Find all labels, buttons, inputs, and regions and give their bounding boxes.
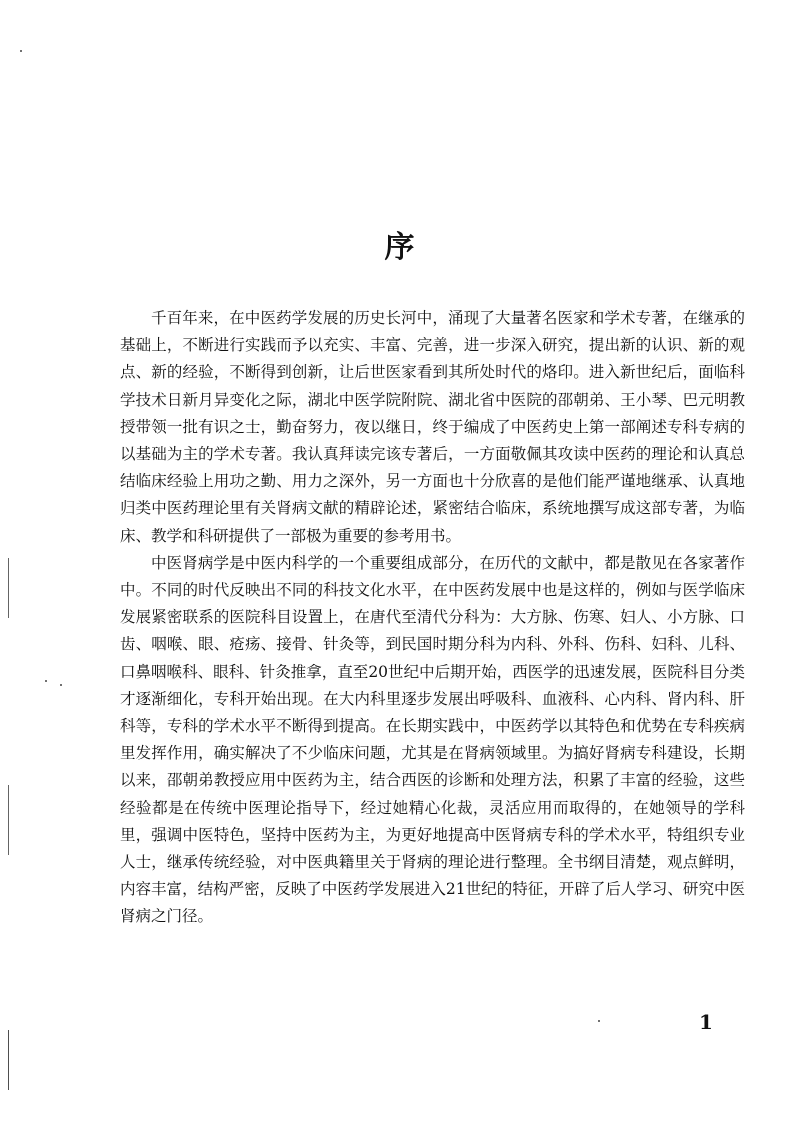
scan-artifact-line <box>8 1030 9 1090</box>
scan-artifact-line <box>8 558 9 618</box>
scan-artifact-dot <box>598 1020 600 1022</box>
scan-artifact-line <box>8 785 9 855</box>
page-title: 序 <box>384 230 417 265</box>
body-text <box>120 305 745 931</box>
paragraph-2: 中医肾病学是中医内科学的一个重要组成部分，在历代的文献中，都是散见在各家著作中。不同的时代反映出不同的科技文化水平，在中医药发展中也是这样的，例如与医学临床发展紧密联系的医院科目设置上，在唐代至清代分科为：大方脉、伤寒、妇人、小方脉、口齿、咽喉、眼、疮疡、接骨、针灸等，到民国时期分科为内科、外科、伤科、妇科、儿科、口鼻咽喉科、眼科、针灸推拿，直至20世纪中后期开始，西医学的迅速发展，医院科目分类才逐渐细化，专科开始出现。在大内科里逐步发展出呼吸科、血液科、心内科、肾内科、肝科等，专科的学术水平不断得到提高。在长期实践中，中医药学以其特色和优势在专科疾病里发挥作用，确实解决了不少临床问题，尤其是在肾病领域里。为搞好肾病专科建设，长期以来，邵朝弟教授应用中医药为主，结合西医的诊断和处理方法，积累了丰富的经验，这些经验都是在传统中医理论指导下，经过她精心化裁，灵活应用而取得的，在她领导的学科里，强调中医特色，坚持中医药为主，为更好地提高中医肾病专科的学术水平，特组织专业人士，继承传统经验，对中医典籍里关于肾病的理论进行整理。全书纲目清楚，观点鲜明，内容丰富，结构严密，反映了中医药学发展进入21世纪的特征，开辟了后人学习、研究中医肾病之门径。 <box>120 553 745 926</box>
scan-artifact-dot <box>45 680 47 682</box>
page-number: 1 <box>699 1010 713 1034</box>
scan-artifact-dot <box>60 684 62 686</box>
scan-artifact-dot <box>20 50 22 52</box>
paragraph-1: 千百年来，在中医药学发展的历史长河中，涌现了大量著名医家和学术专著，在继承的基础上，不断进行实践而予以充实、丰富、完善，进一步深入研究，提出新的认识、新的观点、新的经验，不断得到创新，让后世医家看到其所处时代的烙印。进入新世纪后，面临科学技术日新月异变化之际，湖北中医学院附院、湖北省中医院的邵朝弟、王小琴、巴元明教授带领一批有识之士，勤奋努力，夜以继日，终于编成了中医药史上第一部阐述专科专病的以基础为主的学术专著。我认真拜读完该专著后，一方面敬佩其攻读中医药的理论和认真总结临床经验上用功之勤、用力之深外，另一方面也十分欣喜的是他们能严谨地继承、认真地归类中医药理论里有关肾病文献的精辟论述，紧密结合临床，系统地撰写成这部专著，为临床、教学和科研提供了一部极为重要的参考用书。 <box>120 309 745 545</box>
